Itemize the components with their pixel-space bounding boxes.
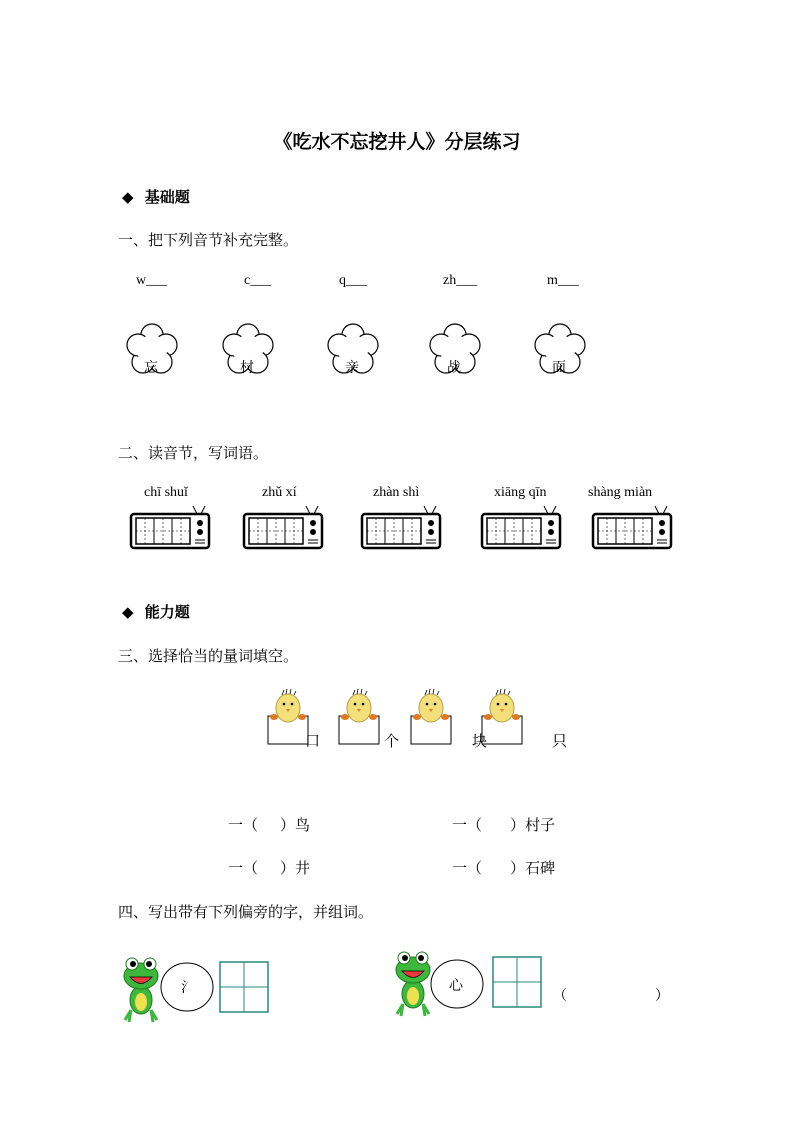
frog-icon — [124, 958, 158, 1022]
flower-character: 战 — [447, 360, 461, 376]
flower-character: 亲 — [345, 360, 359, 376]
diamond-bullet-icon: ◆ — [122, 188, 134, 206]
syllable-blank[interactable]: w___ — [136, 273, 168, 288]
flower-character: 面 — [552, 360, 566, 376]
section-basic-label: 基础题 — [144, 188, 190, 206]
syllable-blank[interactable]: zh___ — [443, 273, 478, 288]
paren-open: （ — [553, 988, 567, 1004]
paren-close: ） — [655, 988, 669, 1004]
question-2-prompt: 二、读音节，写词语。 — [118, 444, 269, 462]
fill-item-village[interactable]: 一（ ）村子 — [452, 816, 556, 834]
page-title: 《吃水不忘挖井人》分层练习 — [273, 131, 521, 153]
fill-item-bird[interactable]: 一（ ）鸟 — [228, 816, 311, 834]
syllable-blank[interactable]: q___ — [339, 273, 367, 288]
pinyin-label: shàng miàn — [588, 485, 653, 500]
pinyin-label: zhǔ xí — [262, 485, 297, 500]
syllable-blank[interactable]: m___ — [547, 273, 579, 288]
word-answer-field[interactable] — [566, 982, 654, 1004]
fill-item-well[interactable]: 一（ ）井 — [228, 859, 311, 877]
measure-word-option: 口 — [305, 732, 321, 750]
question-4-prompt: 四、写出带有下列偏旁的字，并组词。 — [118, 903, 374, 921]
question-3-prompt: 三、选择恰当的量词填空。 — [118, 647, 299, 665]
pinyin-label: xiāng qīn — [494, 485, 547, 500]
pinyin-label: zhàn shì — [373, 485, 420, 500]
fill-item-stele[interactable]: 一（ ）石碑 — [452, 859, 556, 877]
writing-grid-icon — [220, 962, 268, 1012]
radical-character: 心 — [449, 978, 463, 994]
measure-word-option: 块 — [472, 732, 488, 750]
diamond-bullet-icon: ◆ — [122, 603, 134, 621]
syllable-blank[interactable]: c___ — [244, 273, 272, 288]
measure-word-option: 只 — [552, 732, 568, 750]
pinyin-label: chī shuǐ — [144, 485, 188, 500]
flower-character: 忘 — [144, 360, 158, 376]
frog-icon — [396, 952, 430, 1016]
writing-grid-icon — [493, 957, 541, 1007]
flower-character: 村 — [240, 360, 254, 376]
question-1-prompt: 一、把下列音节补充完整。 — [118, 231, 299, 249]
measure-word-option: 个 — [384, 732, 400, 750]
radical-character: 氵 — [181, 980, 195, 996]
section-ability-label: 能力题 — [144, 603, 190, 621]
